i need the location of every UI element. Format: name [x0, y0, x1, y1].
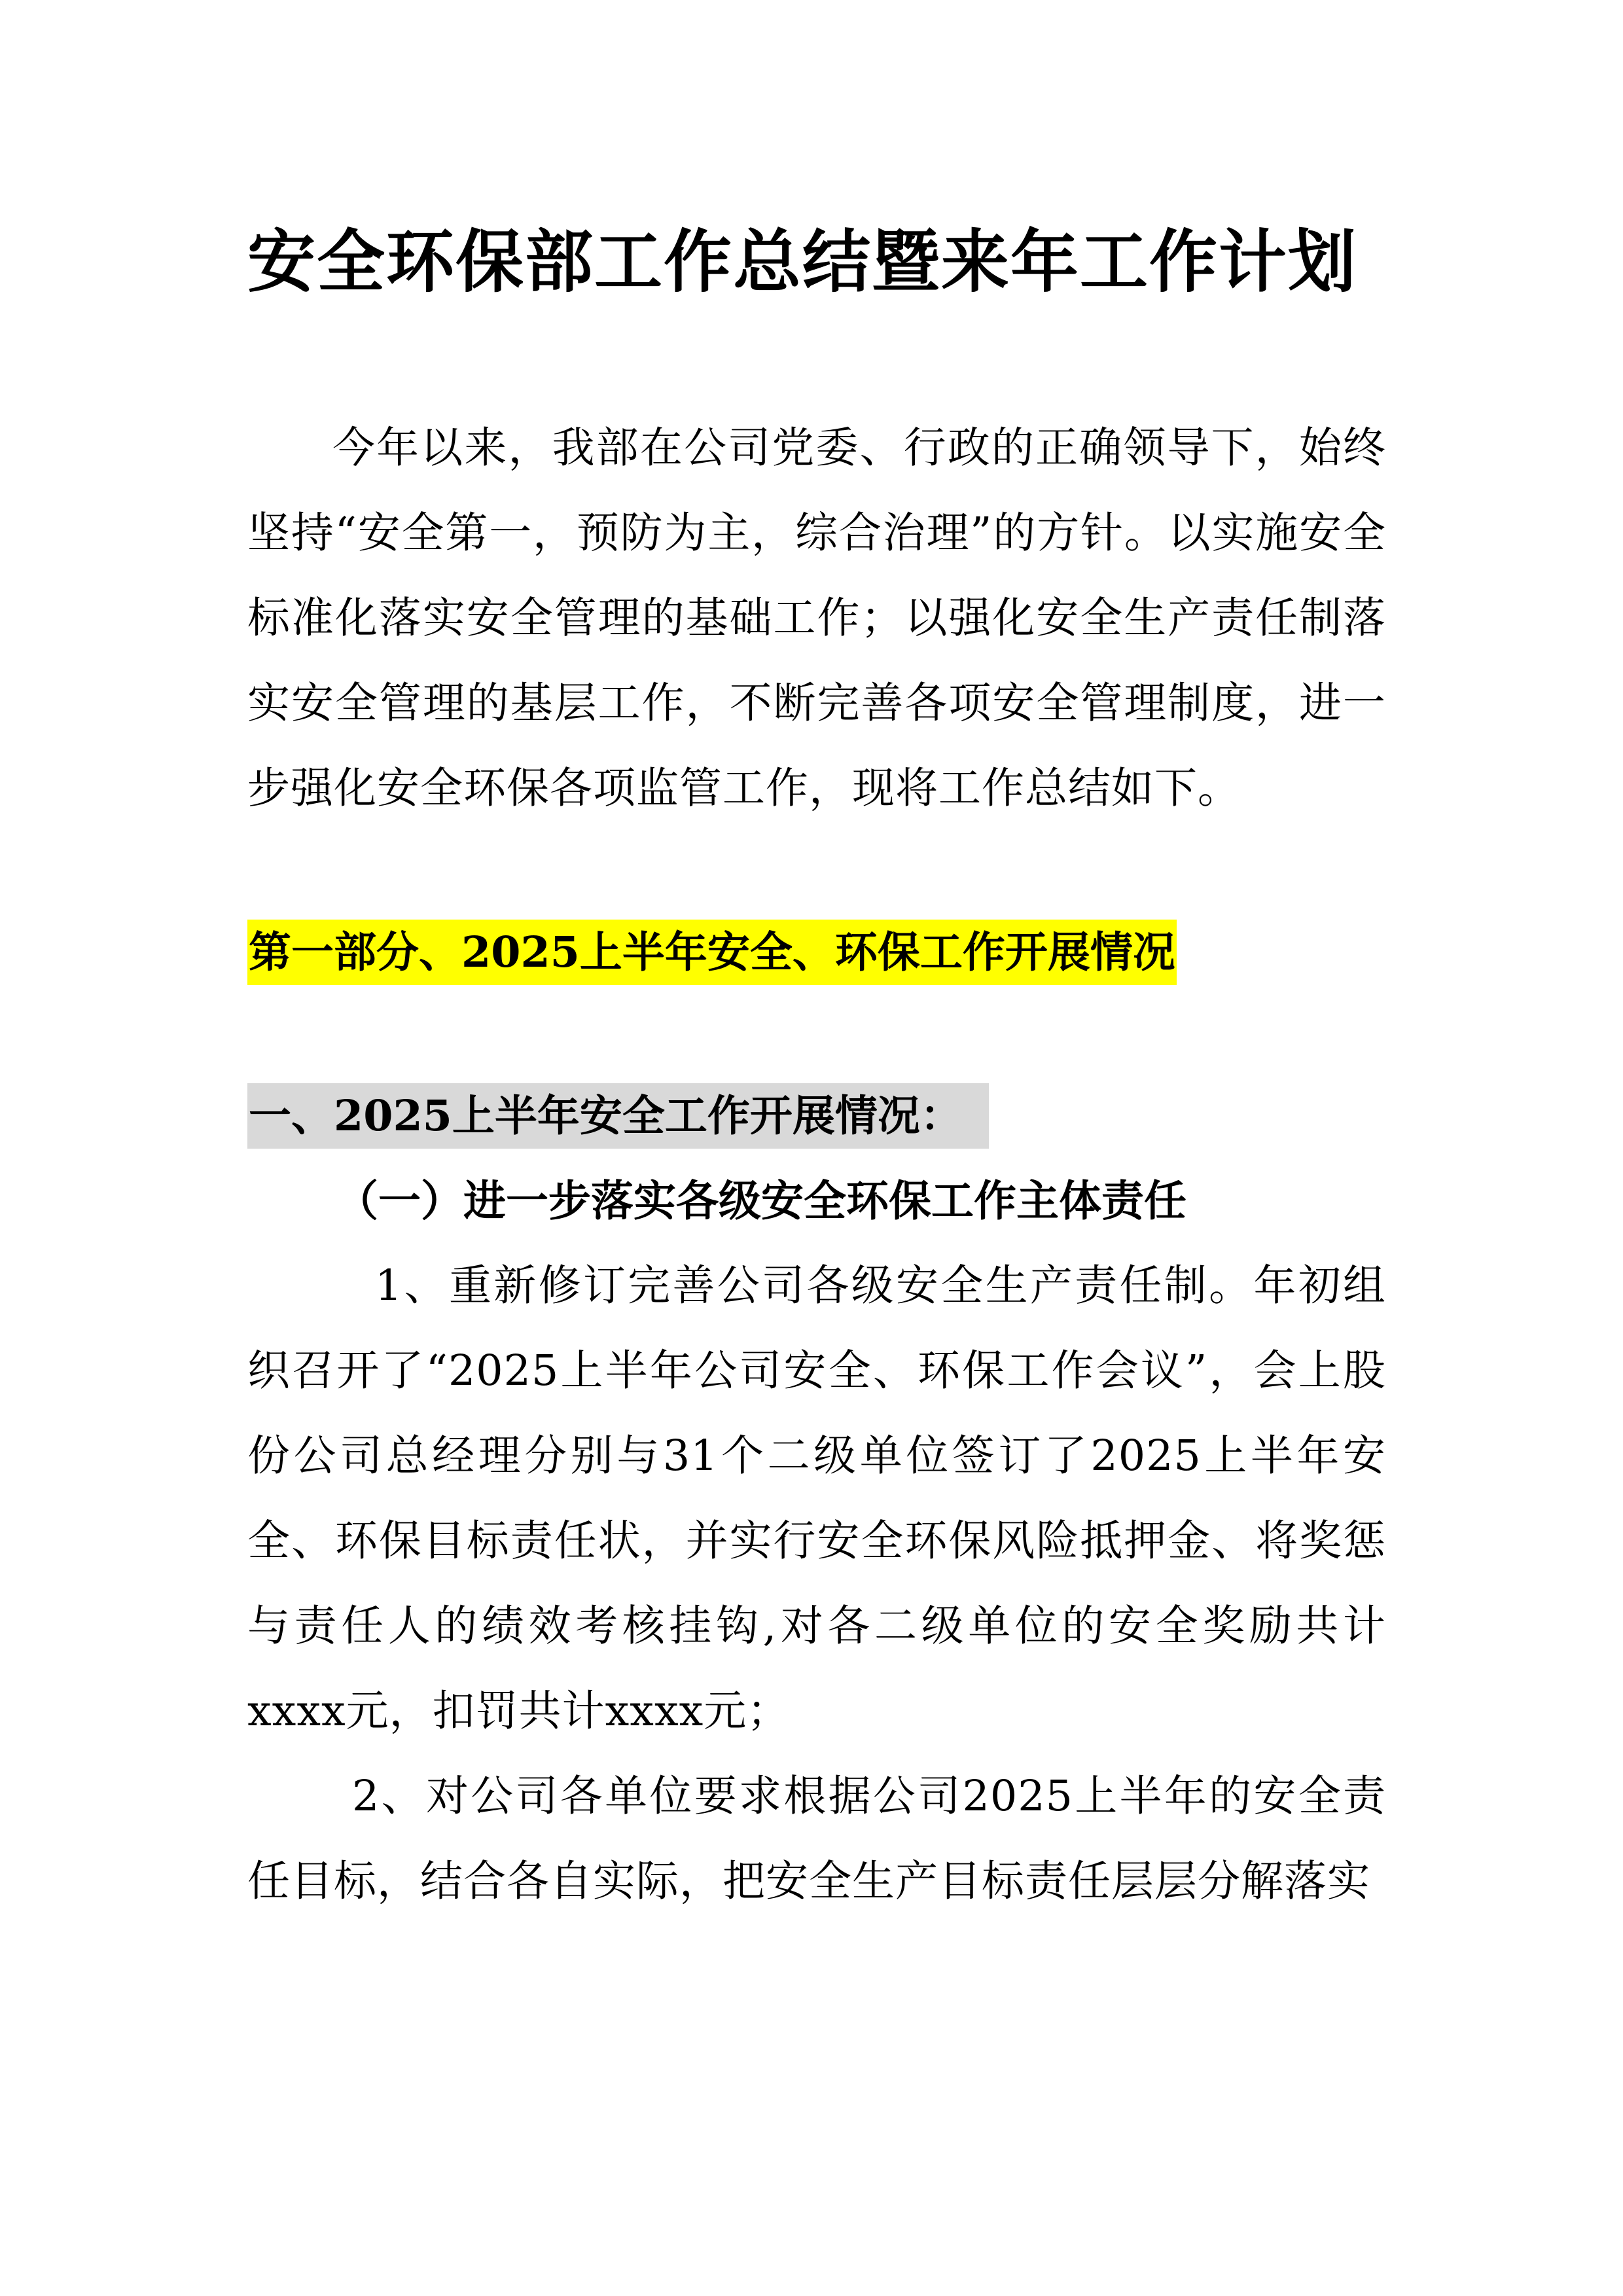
part-heading-text: 第一部分、2025上半年安全、环保工作开展情况	[247, 920, 1177, 985]
document-body	[247, 216, 1386, 1924]
paragraph-1: 1、重新修订完善公司各级安全生产责任制。年初组织召开了“2025上半年公司安全、环保工作会议”，会上股份公司总经理分别与31个二级单位签订了2025上半年安全、环保目标责任状，并实行安全环保风险抵押金、将奖惩与责任人的绩效考核挂钩,对各二级单位的安全奖励共计xxxx元，扣罚共计xxxx元；	[247, 1261, 1386, 1736]
document-title: 安全环保部工作总结暨来年工作计划	[247, 222, 1358, 302]
item-heading: （一）进一步落实各级安全环保工作主体责任	[336, 1176, 1187, 1226]
section-heading-text: 一、2025上半年安全工作开展情况：	[247, 1083, 989, 1149]
part-heading	[247, 910, 1386, 995]
section-heading	[247, 1073, 1386, 1158]
paragraph-2: 2、对公司各单位要求根据公司2025上半年的安全责任目标，结合各自实际，把安全生产目标责任层层分解落实	[247, 1772, 1386, 1906]
intro-paragraph: 今年以来，我部在公司党委、行政的正确领导下，始终坚持“安全第一，预防为主，综合治理”的方针。以实施安全标准化落实安全管理的基础工作；以强化安全生产责任制落实安全管理的基层工作，不断完善各项安全管理制度，进一步强化安全环保各项监管工作，现将工作总结如下。	[247, 423, 1386, 813]
